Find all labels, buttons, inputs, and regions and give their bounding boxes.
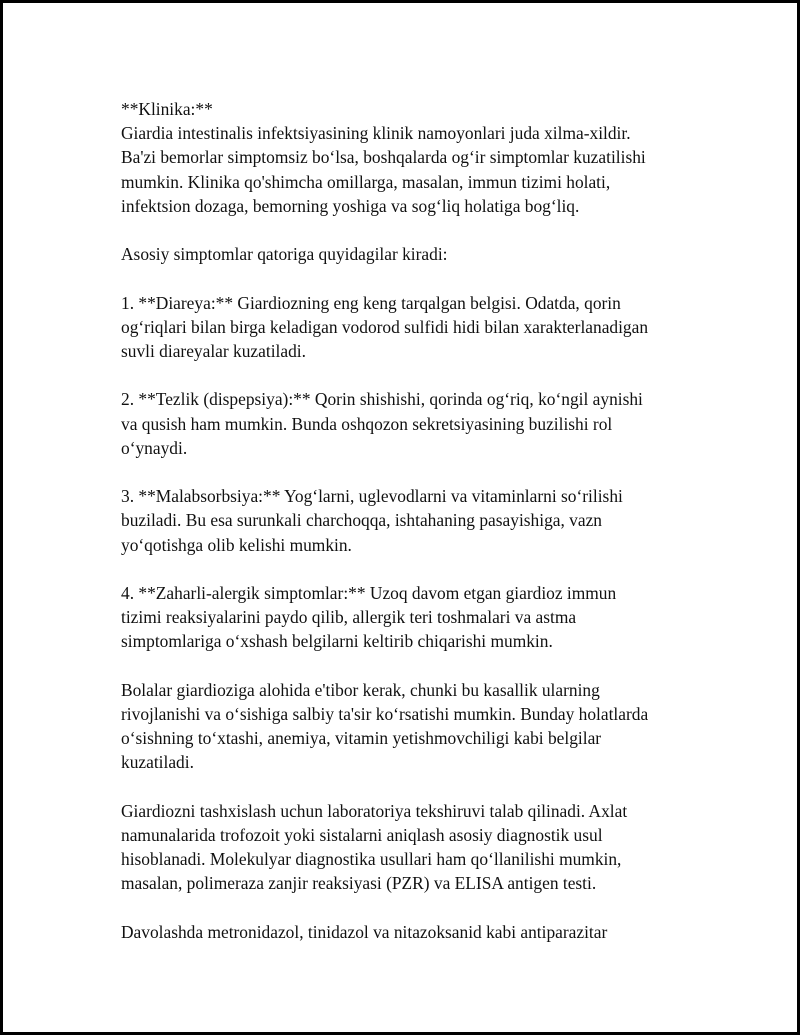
text-line: kuzatiladi.: [121, 752, 194, 773]
text-line: hisoblanadi. Molekulyar diagnostika usullari ham qo‘llanilishi mumkin,: [121, 849, 622, 870]
text-line: o‘ynaydi.: [121, 437, 188, 458]
text-line: Bolalar giardioziga alohida e'tibor kerak, chunki bu kasallik ularning: [121, 679, 600, 700]
text-line: buziladi. Bu esa surunkali charchoqqa, ishtahaning pasayishiga, vazn: [121, 510, 603, 531]
text-line: 3. **Malabsorbsiya:** Yog‘larni, uglevodlarni va vitaminlarni so‘rilishi: [121, 486, 623, 507]
document-body: [121, 97, 691, 944]
list-item-dyspepsia: [121, 387, 691, 460]
text-line: yo‘qotishga olib kelishi mumkin.: [121, 534, 352, 555]
text-line: Davolashda metronidazol, tinidazol va nitazoksanid kabi antiparazitar: [121, 921, 608, 942]
text-line: Asosiy simptomlar qatoriga quyidagilar kiradi:: [121, 244, 448, 265]
text-line: rivojlanishi va o‘sishiga salbiy ta'sir ko‘rsatishi mumkin. Bunday holatlarda: [121, 703, 649, 724]
text-line: 2. **Tezlik (dispepsiya):** Qorin shishishi, qorinda og‘riq, ko‘ngil aynishi: [121, 389, 643, 410]
text-line: namunalarida trofozoit yoki sistalarni aniqlash asosiy diagnostik usul: [121, 824, 603, 845]
text-line: Ba'zi bemorlar simptomsiz bo‘lsa, boshqalarda og‘ir simptomlar kuzatilishi: [121, 147, 646, 168]
text-line: o‘sishning to‘xtashi, anemiya, vitamin yetishmovchiligi kabi belgilar: [121, 728, 602, 749]
intro-paragraph: [121, 97, 691, 218]
diagnosis-paragraph: [121, 799, 691, 896]
treatment-paragraph: [121, 920, 691, 944]
text-line: mumkin. Klinika qo'shimcha omillarga, masalan, immun tizimi holati,: [121, 171, 611, 192]
text-line: 4. **Zaharli-alergik simptomlar:** Uzoq davom etgan giardioz immun: [121, 582, 617, 603]
text-line: infektsion dozaga, bemorning yoshiga va sog‘liq holatiga bog‘liq.: [121, 195, 580, 216]
list-item-toxic-allergic: [121, 581, 691, 654]
text-line: va qusish ham mumkin. Bunda oshqozon sekretsiyasining buzilishi rol: [121, 413, 613, 434]
text-line: suvli diareyalar kuzatiladi.: [121, 341, 306, 361]
text-line: masalan, polimeraza zanjir reaksiyasi (PZR) va ELISA antigen testi.: [121, 873, 597, 894]
section-heading: **Klinika:**: [121, 99, 213, 119]
text-line: og‘riqlari bilan birga keladigan vodorod sulfidi hidi bilan xarakterlanadigan: [121, 316, 649, 337]
list-item-malabsorption: [121, 484, 691, 557]
paragraph-gap: [121, 218, 691, 242]
children-paragraph: [121, 678, 691, 775]
text-line: Giardiozni tashxislash uchun laboratoriya tekshiruvi talab qilinadi. Axlat: [121, 800, 628, 821]
text-line: tizimi reaksiyalarini paydo qilib, allergik teri toshmalari va astma: [121, 607, 577, 628]
symptoms-intro-paragraph: [121, 242, 691, 266]
text-line: 1. **Diareya:** Giardiozning eng keng tarqalgan belgisi. Odatda, qorin: [121, 292, 621, 313]
text-line: Giardia intestinalis infektsiyasining klinik namoyonlari juda xilma-xildir.: [121, 123, 631, 144]
text-line: simptomlariga o‘xshash belgilarni keltirib chiqarishi mumkin.: [121, 631, 553, 652]
list-item-diarrhea: [121, 291, 691, 364]
